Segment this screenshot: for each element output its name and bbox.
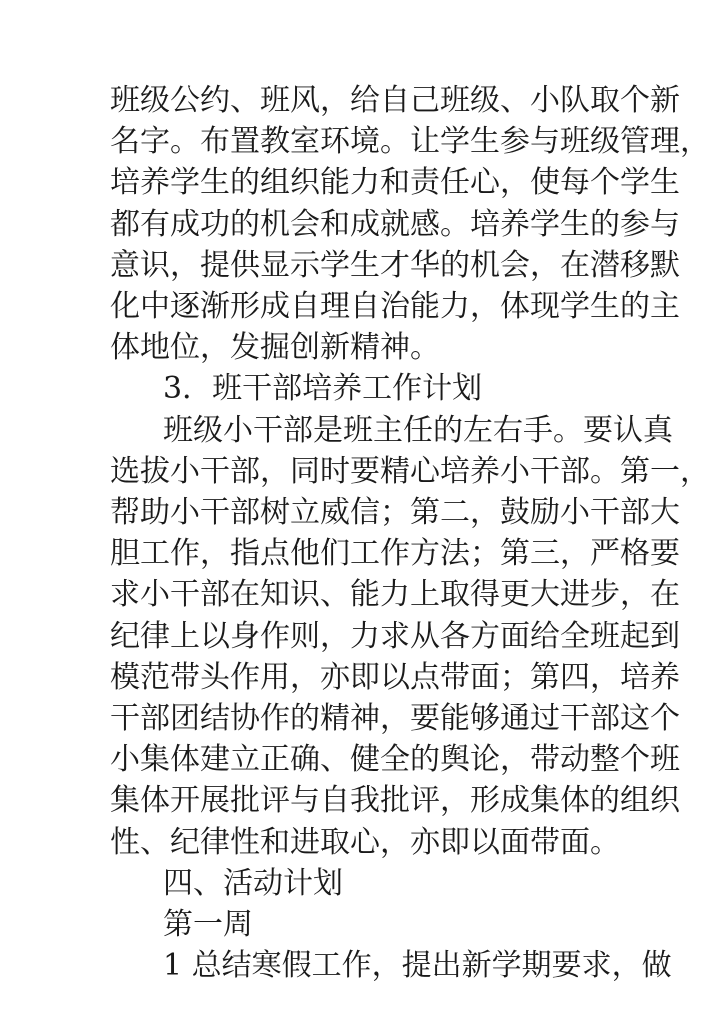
text-line: 性、纪律性和进取心，亦即以面带面。 <box>110 824 620 860</box>
text-line: 名字。布置教室环境。让学生参与班级管理， <box>110 124 710 160</box>
text-line: 选拔小干部，同时要精心培养小干部。第一， <box>110 453 710 489</box>
text-line: 班级小干部是班主任的左右手。要认真 <box>163 412 673 448</box>
text-line: 集体开展批评与自我批评，形成集体的组织 <box>110 783 680 819</box>
text-line: 小集体建立正确、健全的舆论，带动整个班 <box>110 742 680 778</box>
text-line: 模范带头作用，亦即以点带面；第四，培养 <box>110 659 680 695</box>
text-line: 纪律上以身作则，力求从各方面给全班起到 <box>110 618 680 654</box>
text-line: 干部团结协作的精神，要能够通过干部这个 <box>110 701 680 736</box>
text-line: 1 总结寒假工作，提出新学期要求，做 <box>163 948 672 984</box>
text-line: 胆工作，指点他们工作方法；第三，严格要 <box>110 536 680 572</box>
text-line: 化中逐渐形成自理自治能力，体现学生的主 <box>110 289 680 324</box>
text-line: 培养学生的组织能力和责任心，使每个学生 <box>110 165 680 201</box>
section-heading: 四、活动计划 <box>163 865 343 901</box>
section-heading: 3．班干部培养工作计划 <box>163 371 483 407</box>
subsection-heading: 第一周 <box>163 907 253 942</box>
text-line: 体地位，发掘创新精神。 <box>110 330 440 366</box>
text-line: 班级公约、班风，给自己班级、小队取个新 <box>110 83 680 118</box>
text-line: 都有成功的机会和成就感。培养学生的参与 <box>110 206 680 242</box>
text-line: 帮助小干部树立威信；第二，鼓励小干部大 <box>110 495 680 530</box>
text-line: 求小干部在知识、能力上取得更大进步，在 <box>110 577 680 613</box>
text-line: 意识，提供显示学生才华的机会，在潜移默 <box>110 247 680 283</box>
